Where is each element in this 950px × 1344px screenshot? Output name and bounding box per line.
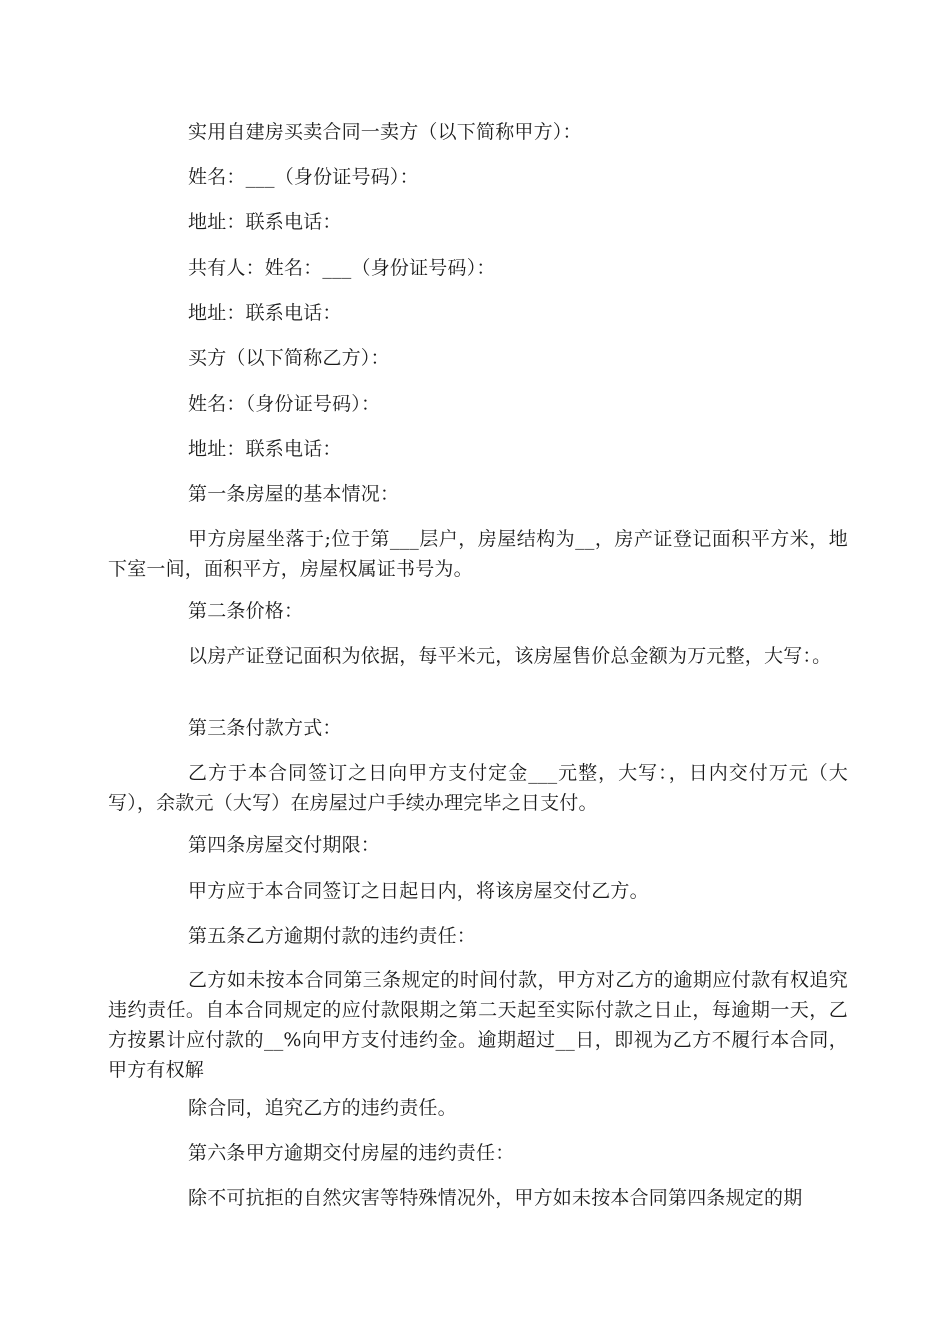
article-1-heading: 第一条房屋的基本情况： <box>188 483 400 505</box>
buyer-heading-line: 买方（以下简称乙方）： <box>188 347 390 369</box>
co-owner-address-line: 地址：联系电话： <box>188 302 342 324</box>
article-6-heading: 第六条甲方逾期交付房屋的违约责任： <box>188 1142 515 1164</box>
article-2-body: 以房产证登记面积为依据，每平米元，该房屋售价总金额为万元整，大写：。 <box>188 645 832 667</box>
article-3-body: 乙方于本合同签订之日向甲方支付定金___元整，大写：，日内交付万元（大写），余款元（大写）在房屋过户手续办理完毕之日支付。 <box>108 762 848 814</box>
seller-name-line: 姓名：___（身份证号码）： <box>188 166 419 188</box>
buyer-address-line: 地址：联系电话： <box>188 438 342 460</box>
article-5-heading: 第五条乙方逾期付款的违约责任： <box>188 925 477 947</box>
co-owner-name-line: 共有人：姓名：___（身份证号码）： <box>188 257 496 279</box>
contract-title-line: 实用自建房买卖合同一卖方（以下简称甲方）： <box>188 121 582 143</box>
article-5-continued: 除合同，追究乙方的违约责任。 <box>188 1097 457 1119</box>
article-4-heading: 第四条房屋交付期限： <box>188 834 381 856</box>
buyer-name-line: 姓名：（身份证号码）： <box>188 393 381 415</box>
article-2-heading: 第二条价格： <box>188 600 304 622</box>
article-1-body: 甲方房屋坐落于;位于第___层户，房屋结构为__，房产证登记面积平方米，地下室一间，面积平方，房屋权属证书号为。 <box>108 528 848 580</box>
article-4-body: 甲方应于本合同签订之日起日内，将该房屋交付乙方。 <box>188 880 649 902</box>
article-3-heading: 第三条付款方式： <box>188 717 342 739</box>
article-5-body: 乙方如未按本合同第三条规定的时间付款，甲方对乙方的逾期应付款有权追究违约责任。自本合同规定的应付款限期之第二天起至实际付款之日止，每逾期一天，乙方按累计应付款的__%向甲方支付违约金。逾期超过__日，即视为乙方不履行本合同，甲方有权解 <box>108 969 848 1081</box>
seller-address-line: 地址：联系电话： <box>188 211 342 233</box>
article-6-body: 除不可抗拒的自然灾害等特殊情况外，甲方如未按本合同第四条规定的期 <box>188 1187 803 1209</box>
